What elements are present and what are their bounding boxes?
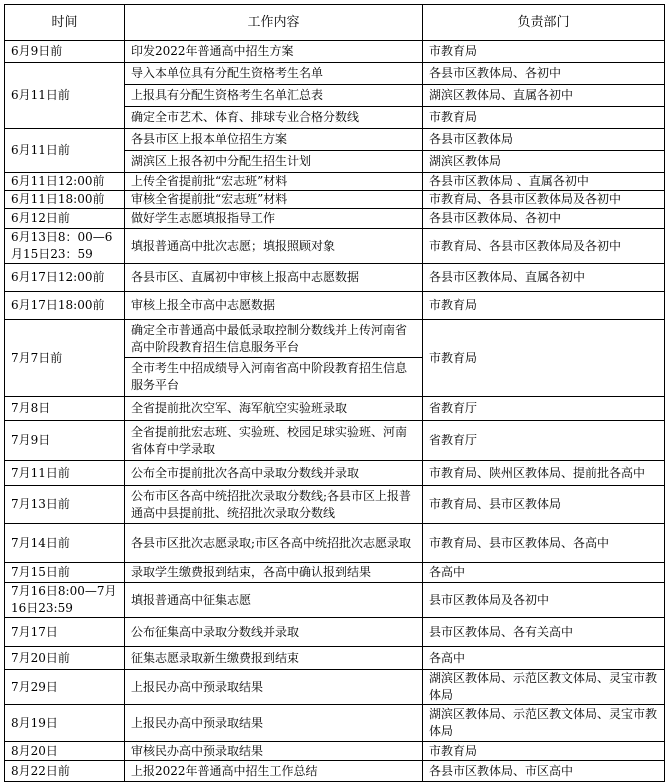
content-cell: 录取学生缴费报到结束，各高中确认报到结果	[125, 563, 423, 583]
content-cell: 导入本单位具有分配生资格考生名单	[125, 63, 423, 85]
dept-cell: 市教育局	[423, 320, 665, 397]
content-cell: 各县市区、直属初中审核上报高中志愿数据	[125, 264, 423, 292]
table-row	[5, 761, 665, 782]
dept-cell: 县市区教体局及各初中	[423, 583, 665, 618]
time-cell: 7月14日前	[5, 524, 125, 563]
dept-cell: 省教育厅	[423, 421, 665, 461]
table-header-row	[5, 5, 665, 41]
time-cell: 6月11日12:00前	[5, 173, 125, 191]
time-cell: 7月9日	[5, 421, 125, 461]
table-row	[5, 229, 665, 264]
table-row	[5, 705, 665, 742]
dept-cell: 湖滨区教体局、示范区教文体局、灵宝市教体局	[423, 670, 665, 705]
dept-cell: 市教育局	[423, 107, 665, 129]
time-cell: 6月13日8：00—6月15日23：59	[5, 229, 125, 264]
content-cell: 填报普通高中批次志愿；填报照顾对象	[125, 229, 423, 264]
table-row	[5, 173, 665, 191]
time-cell: 6月11日18:00前	[5, 191, 125, 209]
dept-cell: 各县市区教体局、各初中	[423, 63, 665, 85]
content-cell: 上报民办高中预录取结果	[125, 670, 423, 705]
dept-cell: 市教育局、各县市区教体局及各初中	[423, 229, 665, 264]
dept-cell: 湖滨区教体局、示范区教文体局、灵宝市教体局	[423, 705, 665, 742]
time-cell: 6月11日前	[5, 129, 125, 173]
table-row	[5, 461, 665, 486]
table-row	[5, 524, 665, 563]
dept-cell: 市教育局、县市区教体局、各高中	[423, 524, 665, 563]
content-cell: 做好学生志愿填报指导工作	[125, 209, 423, 229]
header-dept: 负责部门	[423, 5, 665, 41]
table-row	[5, 583, 665, 618]
table-row	[5, 209, 665, 229]
dept-cell: 市教育局	[423, 41, 665, 63]
table-row	[5, 486, 665, 524]
time-cell: 8月20日	[5, 742, 125, 761]
dept-cell: 市教育局	[423, 742, 665, 761]
time-cell: 7月29日	[5, 670, 125, 705]
table-row	[5, 41, 665, 63]
enrollment-schedule-table	[4, 4, 665, 782]
table-row	[5, 191, 665, 209]
table-row	[5, 742, 665, 761]
content-cell: 上报民办高中预录取结果	[125, 705, 423, 742]
time-cell: 7月17日	[5, 618, 125, 647]
table-row	[5, 264, 665, 292]
table-row	[5, 129, 665, 151]
content-cell: 公布全市提前批次各高中录取分数线并录取	[125, 461, 423, 486]
table-row	[5, 292, 665, 320]
time-cell: 7月7日前	[5, 320, 125, 397]
dept-cell: 市教育局、县市区教体局	[423, 486, 665, 524]
time-cell: 7月13日前	[5, 486, 125, 524]
content-cell: 上报2022年普通高中招生工作总结	[125, 761, 423, 782]
dept-cell: 各高中	[423, 647, 665, 670]
content-cell: 上报具有分配生资格考生名单汇总表	[125, 85, 423, 107]
content-cell: 全省提前批次空军、海军航空实验班录取	[125, 397, 423, 421]
time-cell: 6月9日前	[5, 41, 125, 63]
time-cell: 6月11日前	[5, 63, 125, 129]
dept-cell: 市教育局	[423, 292, 665, 320]
dept-cell: 市教育局、陕州区教体局、提前批各高中	[423, 461, 665, 486]
content-cell: 上传全省提前批“宏志班”材料	[125, 173, 423, 191]
content-cell: 印发2022年普通高中招生方案	[125, 41, 423, 63]
dept-cell: 县市区教体局、各有关高中	[423, 618, 665, 647]
table-row	[5, 647, 665, 670]
dept-cell: 各县市区教体局 、直属各初中	[423, 173, 665, 191]
dept-cell: 省教育厅	[423, 397, 665, 421]
time-cell: 6月12日前	[5, 209, 125, 229]
dept-cell: 湖滨区教体局	[423, 151, 665, 173]
dept-cell: 各县市区教体局	[423, 129, 665, 151]
table-row	[5, 421, 665, 461]
time-cell: 6月17日12:00前	[5, 264, 125, 292]
dept-cell: 市教育局、各县市区教体局及各初中	[423, 191, 665, 209]
time-cell: 8月22日前	[5, 761, 125, 782]
time-cell: 6月17日18:00前	[5, 292, 125, 320]
content-cell: 审核上报全市高中志愿数据	[125, 292, 423, 320]
table-body	[5, 41, 665, 782]
table-row	[5, 670, 665, 705]
time-cell: 8月19日	[5, 705, 125, 742]
table-row	[5, 63, 665, 85]
time-cell: 7月15日前	[5, 563, 125, 583]
content-cell: 审核全省提前批“宏志班”材料	[125, 191, 423, 209]
content-cell: 确定全市普通高中最低录取控制分数线并上传河南省高中阶段教育招生信息服务平台	[125, 320, 423, 358]
dept-cell: 各高中	[423, 563, 665, 583]
content-cell: 公布征集高中录取分数线并录取	[125, 618, 423, 647]
header-time: 时间	[5, 5, 125, 41]
content-cell: 湖滨区上报各初中分配生招生计划	[125, 151, 423, 173]
content-cell: 各县市区批次志愿录取;市区各高中统招批次志愿录取	[125, 524, 423, 563]
table-row	[5, 397, 665, 421]
time-cell: 7月8日	[5, 397, 125, 421]
content-cell: 全省提前批宏志班、实验班、校园足球实验班、河南省体育中学录取	[125, 421, 423, 461]
dept-cell: 各县市区教体局、各初中	[423, 209, 665, 229]
time-cell: 7月11日前	[5, 461, 125, 486]
content-cell: 公布市区各高中统招批次录取分数线;各县市区上报普通高中县提前批、统招批次录取分数线	[125, 486, 423, 524]
dept-cell: 各县市区教体局、直属各初中	[423, 264, 665, 292]
table-row	[5, 563, 665, 583]
header-content: 工作内容	[125, 5, 423, 41]
content-cell: 各县市区上报本单位招生方案	[125, 129, 423, 151]
content-cell: 填报普通高中征集志愿	[125, 583, 423, 618]
content-cell: 确定全市艺术、体育、排球专业合格分数线	[125, 107, 423, 129]
dept-cell: 各县市区教体局、市区高中	[423, 761, 665, 782]
table-row	[5, 618, 665, 647]
content-cell: 审核民办高中预录取结果	[125, 742, 423, 761]
content-cell: 征集志愿录取新生缴费报到结束	[125, 647, 423, 670]
content-cell: 全市考生中招成绩导入河南省高中阶段教育招生信息服务平台	[125, 358, 423, 397]
dept-cell: 湖滨区教体局、直属各初中	[423, 85, 665, 107]
time-cell: 7月20日前	[5, 647, 125, 670]
table-row	[5, 320, 665, 358]
time-cell: 7月16日8:00—7月16日23:59	[5, 583, 125, 618]
